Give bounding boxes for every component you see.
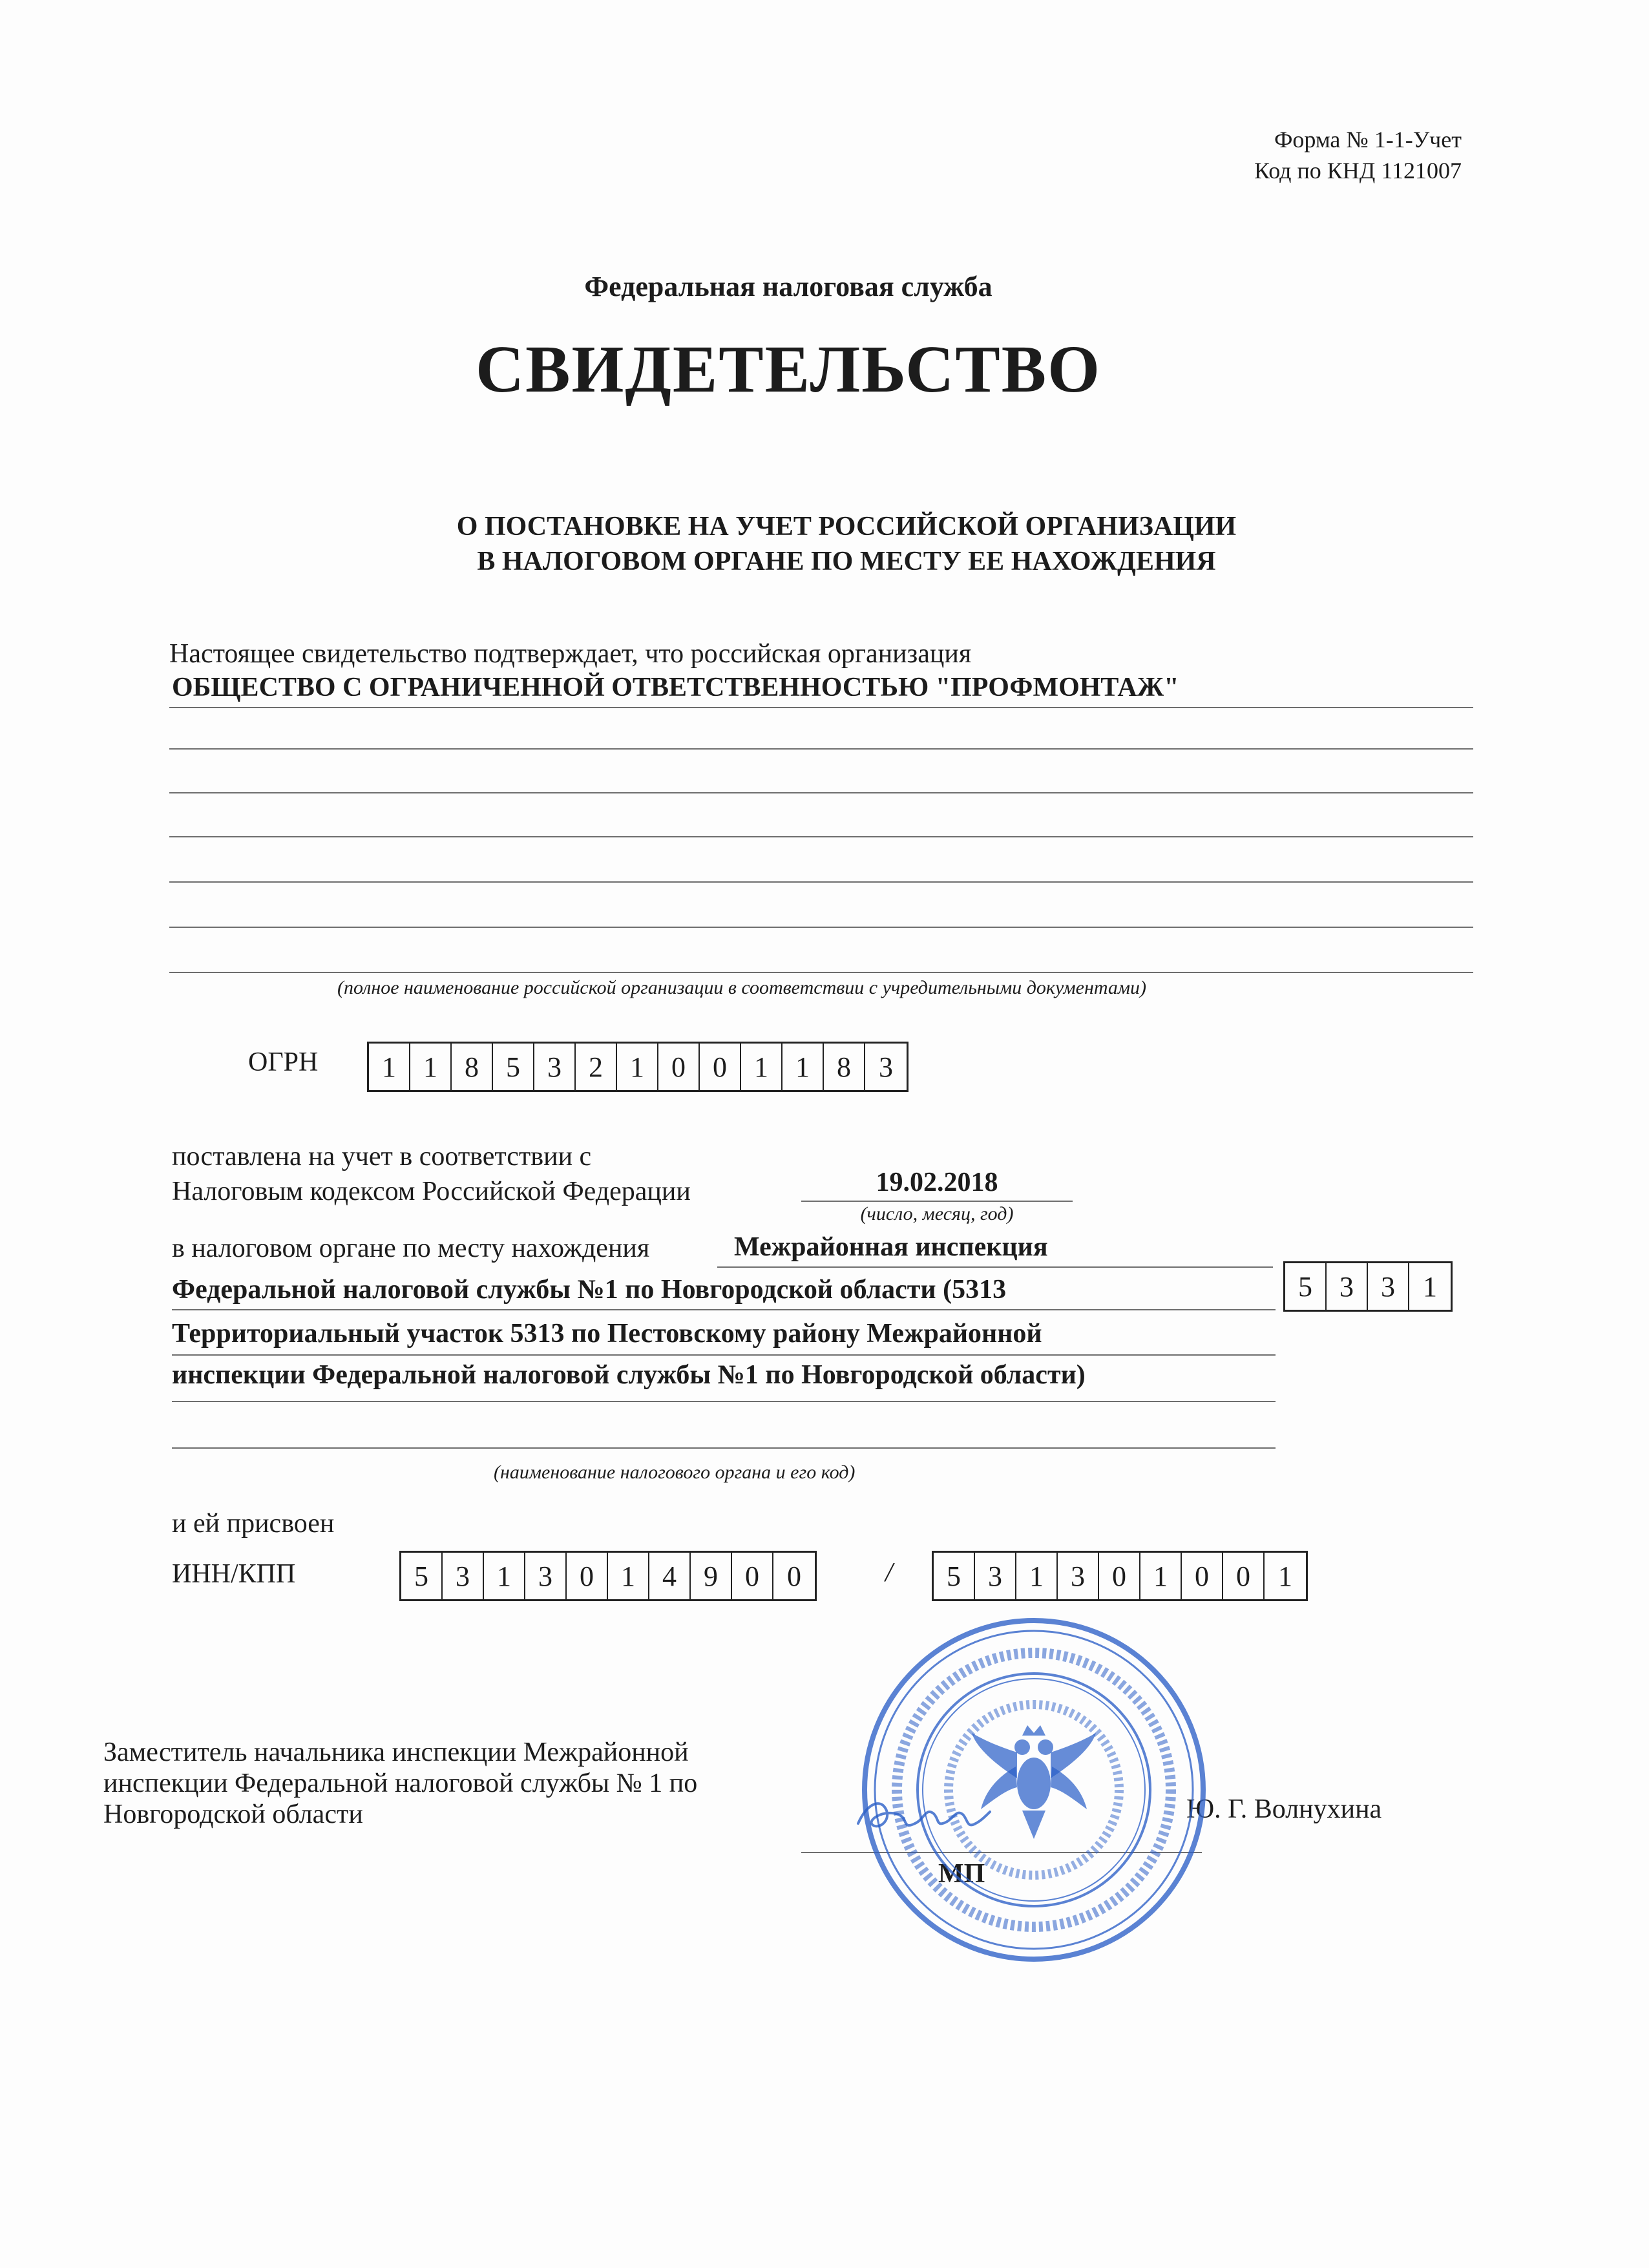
document-title: СВИДЕТЕЛЬСТВО xyxy=(475,332,1102,406)
name-rule xyxy=(169,836,1473,837)
document-subtitle xyxy=(0,509,1649,579)
name-rule xyxy=(169,792,1473,793)
digit-cell: 9 xyxy=(691,1553,732,1599)
authority-rule xyxy=(172,1447,1276,1449)
name-rule xyxy=(169,927,1473,928)
digit-cell: 1 xyxy=(484,1553,525,1599)
digit-cell: 8 xyxy=(452,1044,493,1090)
authority-rule xyxy=(172,1354,1276,1356)
digit-cell: 0 xyxy=(787,1560,801,1592)
inn-cells xyxy=(399,1551,817,1601)
agency-name: Федеральная налоговая служба xyxy=(584,271,993,302)
digit-cell: 8 xyxy=(824,1044,865,1090)
digit-cell: 3 xyxy=(525,1553,567,1599)
digit-cell: 5 xyxy=(1285,1263,1327,1310)
registration-line-2: Налоговым кодексом Российской Федерации xyxy=(172,1177,691,1206)
ogrn-cells xyxy=(367,1042,909,1092)
signatory-line-3: Новгородской области xyxy=(103,1800,363,1829)
digit-cell: 4 xyxy=(649,1553,691,1599)
digit-cell: 3 xyxy=(534,1044,576,1090)
intro-text: Настоящее свидетельство подтверждает, что российская организация xyxy=(169,639,972,669)
name-rule xyxy=(169,707,1473,708)
digit-cell: 0 xyxy=(567,1553,608,1599)
tax-authority-line-2: Федеральной налоговой службы №1 по Новгородской области (5313 xyxy=(172,1275,1007,1305)
form-code-block xyxy=(1254,124,1462,186)
handwritten-signature-icon xyxy=(853,1783,995,1848)
digit-cell: 5 xyxy=(401,1553,443,1599)
subtitle-line-2: В НАЛОГОВОМ ОРГАНЕ ПО МЕСТУ ЕЕ НАХОЖДЕНИЯ xyxy=(477,547,1216,576)
date-rule xyxy=(801,1201,1073,1202)
name-rule xyxy=(169,881,1473,883)
authority-rule xyxy=(172,1309,1276,1310)
digit-cell: 3 xyxy=(879,1051,893,1083)
inn-kpp-separator: / xyxy=(885,1558,893,1588)
digit-cell: 3 xyxy=(1058,1553,1099,1599)
digit-cell: 1 xyxy=(369,1044,410,1090)
digit-cell: 3 xyxy=(1327,1263,1368,1310)
digit-cell: 1 xyxy=(410,1044,452,1090)
digit-cell: 3 xyxy=(975,1553,1016,1599)
digit-cell: 0 xyxy=(1099,1553,1140,1599)
digit-cell: 3 xyxy=(1368,1263,1409,1310)
digit-cell: 1 xyxy=(741,1044,782,1090)
registration-line-1: поставлена на учет в соответствии с xyxy=(172,1142,592,1171)
seal-mark: МП xyxy=(938,1859,985,1889)
assigned-label: и ей присвоен xyxy=(172,1509,335,1538)
form-number: Форма № 1-1-Учет xyxy=(1274,127,1462,152)
digit-cell: 1 xyxy=(1140,1553,1182,1599)
date-caption: (число, месяц, год) xyxy=(860,1203,1014,1224)
organization-caption: (полное наименование российской организации в соответствии с учредительными документами) xyxy=(337,977,1147,998)
tax-authority-code-cells xyxy=(1283,1261,1453,1312)
digit-cell: 0 xyxy=(700,1044,741,1090)
digit-cell: 1 xyxy=(608,1553,649,1599)
kpp-cells xyxy=(932,1551,1308,1601)
digit-cell: 3 xyxy=(443,1553,484,1599)
ogrn-label: ОГРН xyxy=(248,1047,319,1077)
tax-authority-line-4: инспекции Федеральной налоговой службы №1 по Новгородской области) xyxy=(172,1360,1086,1390)
digit-cell: 0 xyxy=(732,1553,773,1599)
subtitle-line-1: О ПОСТАНОВКЕ НА УЧЕТ РОССИЙСКОЙ ОРГАНИЗАЦИИ xyxy=(456,512,1237,541)
digit-cell: 5 xyxy=(493,1044,534,1090)
digit-cell: 5 xyxy=(934,1553,975,1599)
signatory-line-2: инспекции Федеральной налоговой службы № 1 по xyxy=(103,1769,698,1798)
name-rule xyxy=(169,972,1473,973)
digit-cell: 0 xyxy=(658,1044,700,1090)
digit-cell: 1 xyxy=(782,1044,824,1090)
digit-cell: 0 xyxy=(1223,1553,1265,1599)
digit-cell: 1 xyxy=(617,1044,658,1090)
tax-authority-line-1: Межрайонная инспекция xyxy=(734,1232,1048,1262)
digit-cell: 2 xyxy=(576,1044,617,1090)
signatory-position xyxy=(103,1737,697,1830)
authority-rule xyxy=(172,1401,1276,1402)
registration-date: 19.02.2018 xyxy=(876,1168,998,1197)
tax-authority-prefix: в налоговом органе по месту нахождения xyxy=(172,1234,650,1263)
knd-code: Код по КНД 1121007 xyxy=(1254,158,1462,184)
digit-cell: 0 xyxy=(1182,1553,1223,1599)
tax-authority-line-3: Территориальный участок 5313 по Пестовскому району Межрайонной xyxy=(172,1319,1042,1349)
digit-cell: 1 xyxy=(1423,1270,1437,1303)
authority-rule xyxy=(717,1266,1273,1268)
signatory-line-1: Заместитель начальника инспекции Межрайонной xyxy=(103,1738,689,1767)
signatory-name: Ю. Г. Волнухина xyxy=(1186,1794,1382,1824)
organization-name: ОБЩЕСТВО С ОГРАНИЧЕННОЙ ОТВЕТСТВЕННОСТЬЮ "ПРОФМОНТАЖ" xyxy=(172,673,1179,702)
digit-cell: 1 xyxy=(1016,1553,1058,1599)
name-rule xyxy=(169,748,1473,750)
tax-authority-caption: (наименование налогового органа и его код) xyxy=(494,1462,856,1483)
digit-cell: 1 xyxy=(1278,1560,1292,1592)
inn-kpp-label: ИНН/КПП xyxy=(172,1559,296,1589)
